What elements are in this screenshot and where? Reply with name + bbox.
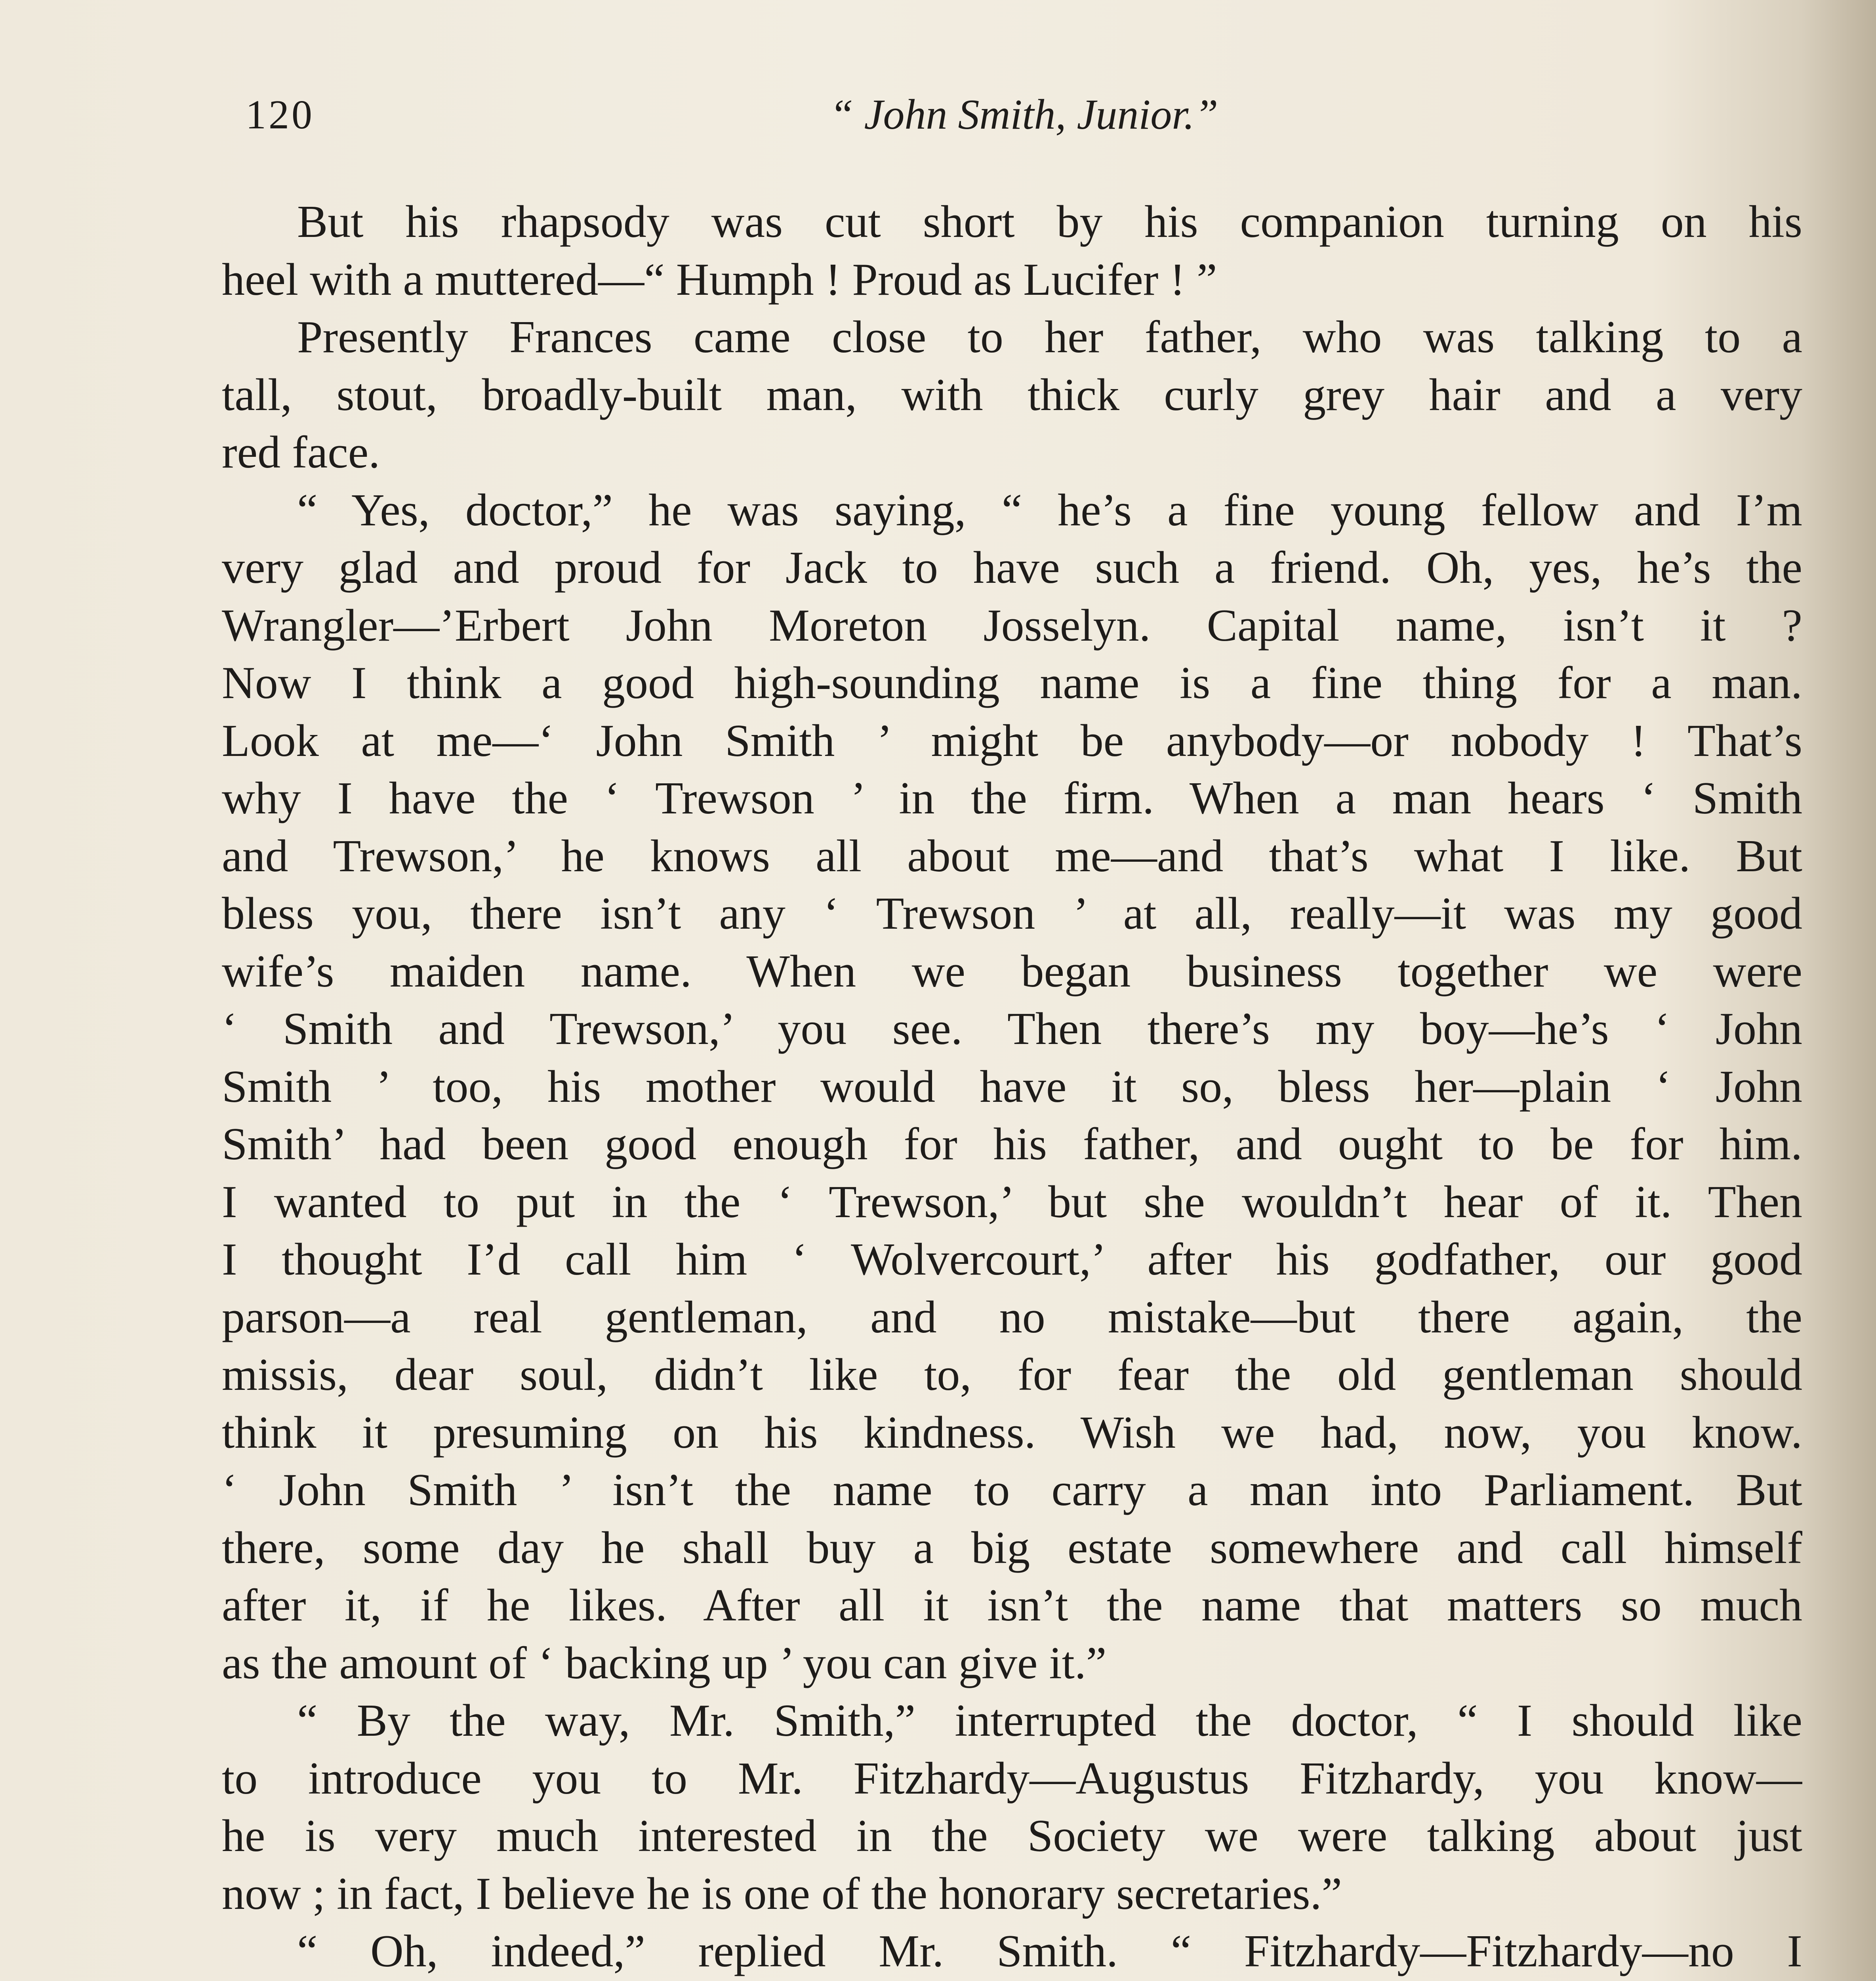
page-header [246,87,1802,155]
running-title: “ John Smith, Junior.” [829,91,1218,138]
text-line: Smith’ had been good enough for his father, and ought to be for him. [222,1119,1802,1170]
text-line: to introduce you to Mr. Fitzhardy—Augustus Fitzhardy, you know— [222,1753,1802,1804]
text-line: ‘ John Smith ’ isn’t the name to carry a man into Parliament. But [222,1465,1802,1515]
text-line: Presently Frances came close to her father, who was talking to a [297,312,1802,363]
text-line: Look at me—‘ John Smith ’ might be anybody—or nobody ! That’s [222,715,1802,766]
text-line: think it presuming on his kindness. Wish we had, now, you know. [222,1407,1802,1458]
text-line: after it, if he likes. After all it isn’t the name that matters so much [222,1580,1802,1631]
text-line: and Trewson,’ he knows all about me—and that’s what I like. But [222,830,1802,882]
text-line: now ; in fact, I believe he is one of the honorary secretaries.” [222,1868,1342,1919]
body-text [222,193,1802,1981]
text-line: heel with a muttered—“ Humph ! Proud as Lucifer ! ” [222,254,1217,305]
text-line: bless you, there isn’t any ‘ Trewson ’ at all, really—it was my good [222,888,1802,939]
text-line: he is very much interested in the Society we were talking about just [222,1811,1802,1861]
text-line: ‘ Smith and Trewson,’ you see. Then there’s my boy—he’s ‘ John [222,1004,1802,1054]
text-line: why I have the ‘ Trewson ’ in the firm. When a man hears ‘ Smith [222,773,1802,824]
text-line: “ Oh, indeed,” replied Mr. Smith. “ Fitzhardy—Fitzhardy—no I [297,1926,1802,1977]
text-line: Now I think a good high-sounding name is a fine thing for a man. [222,658,1802,708]
text-line: Smith ’ too, his mother would have it so, bless her—plain ‘ John [222,1061,1802,1112]
text-line: very glad and proud for Jack to have such a friend. Oh, yes, he’s the [222,542,1802,593]
text-line: parson—a real gentleman, and no mistake—but there again, the [222,1292,1802,1343]
text-line: “ By the way, Mr. Smith,” interrupted the doctor, “ I should like [297,1695,1802,1746]
text-line: wife’s maiden name. When we began business together we were [222,946,1802,997]
text-line: I wanted to put in the ‘ Trewson,’ but she wouldn’t hear of it. Then [222,1176,1802,1227]
text-line: as the amount of ‘ backing up ’ you can give it.” [222,1637,1107,1689]
text-line: missis, dear soul, didn’t like to, for fear the old gentleman should [222,1349,1802,1400]
text-line: Wrangler—’Erbert John Moreton Josselyn. Capital name, isn’t it ? [222,600,1802,651]
text-line: But his rhapsody was cut short by his companion turning on his [297,197,1802,247]
text-line: red face. [222,427,380,478]
text-line: there, some day he shall buy a big estate somewhere and call himself [222,1522,1802,1573]
text-line: I thought I’d call him ‘ Wolvercourt,’ after his godfather, our good [222,1234,1802,1285]
text-line: “ Yes, doctor,” he was saying, “ he’s a fine young fellow and I’m [297,485,1802,536]
text-line: tall, stout, broadly-built man, with thick curly grey hair and a very [222,369,1802,420]
page-number: 120 [246,92,315,137]
